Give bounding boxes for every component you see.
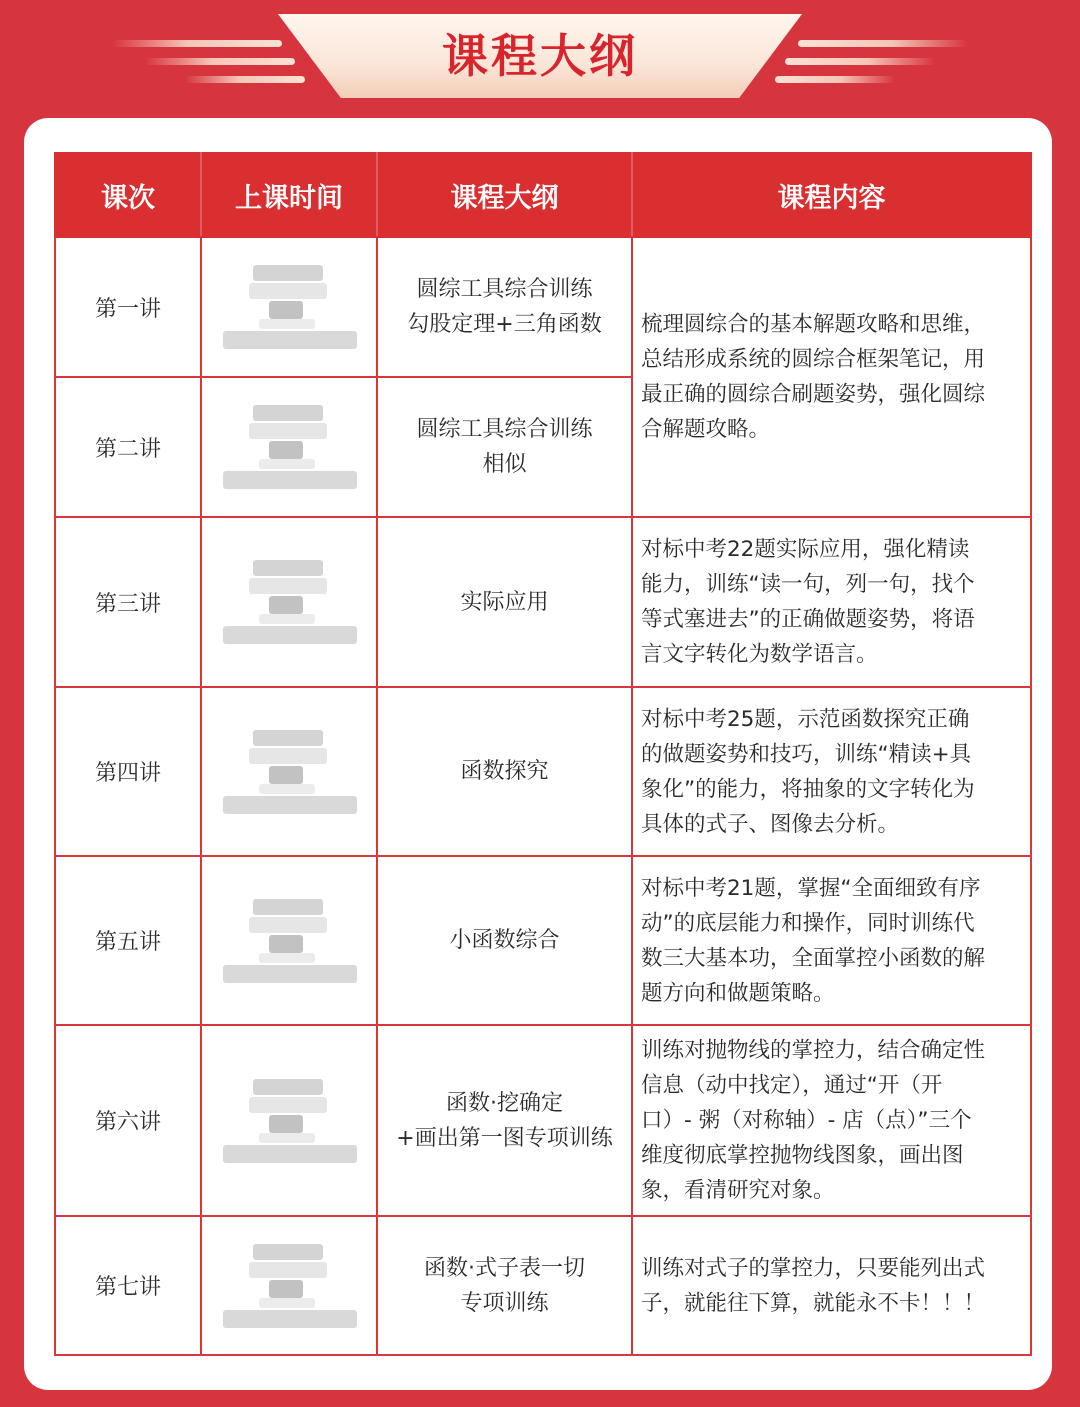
table-header-row (55, 153, 1031, 237)
table-row (55, 856, 1031, 1025)
header-course-content: 课程内容 (632, 153, 1031, 237)
lesson-cell: 第二讲 (55, 377, 201, 517)
lesson-cell: 第一讲 (55, 237, 201, 377)
outline-line: 函数·式子表一切 (424, 1255, 585, 1281)
outline-line: 相似 (482, 452, 527, 477)
outline-line: 勾股定理+三角函数 (407, 312, 602, 337)
content-line: 的做题姿势和技巧，训练“精读+具 (641, 741, 972, 767)
content-line: 训练对抛物线的掌控力，结合确定性 (641, 1038, 986, 1063)
content-line: 总结形成系统的圆综合框架笔记，用 (641, 347, 986, 372)
outline-cell (377, 856, 632, 1025)
outline-line: 专项训练 (460, 1290, 549, 1316)
lesson-cell: 第三讲 (55, 517, 201, 687)
outline-line: 圆综工具综合训练 (416, 417, 593, 442)
content-line: 最正确的圆综合刷题姿势，强化圆综 (641, 382, 986, 407)
blurred-time (219, 401, 359, 493)
header-lesson: 课次 (55, 153, 201, 237)
outline-cell (377, 237, 632, 377)
lesson-cell: 第六讲 (55, 1025, 201, 1216)
blurred-time (219, 261, 359, 353)
content-line: 能力，训练“读一句，列一句，找个 (641, 572, 975, 597)
outline-line: 小函数综合 (449, 928, 560, 953)
table-row (55, 687, 1031, 856)
banner-stripe-left-1 (112, 40, 282, 47)
table-row (55, 517, 1031, 687)
content-line: 信息（动中找定），通过“开（开 (641, 1073, 943, 1098)
blurred-time (219, 556, 359, 648)
content-line: 象，看清研究对象。 (641, 1178, 835, 1203)
content-line: 子，就能往下算，就能永不卡！！！ (641, 1290, 986, 1316)
outline-line: 函数探究 (460, 759, 549, 784)
class-time-cell (201, 687, 377, 856)
header-class-time: 上课时间 (201, 153, 377, 237)
lesson-cell: 第五讲 (55, 856, 201, 1025)
outline-cell (377, 687, 632, 856)
banner-stripe-right-2 (785, 58, 935, 65)
content-cell (632, 237, 1031, 517)
content-line: 梳理圆综合的基本解题攻略和思维， (641, 312, 986, 337)
class-time-cell (201, 237, 377, 377)
content-line: 维度彻底掌控抛物线图象，画出图 (641, 1143, 964, 1168)
header-course-outline: 课程大纲 (377, 153, 632, 237)
content-cell (632, 1216, 1031, 1355)
content-line: 言文字转化为数学语言。 (641, 642, 878, 667)
content-cell (632, 517, 1031, 687)
content-cell (632, 1025, 1031, 1216)
content-cell (632, 687, 1031, 856)
class-time-cell (201, 1216, 377, 1355)
outline-cell (377, 1025, 632, 1216)
banner-stripe-right-1 (798, 40, 968, 47)
content-line: 数三大基本功，全面掌控小函数的解 (641, 945, 986, 971)
class-time-cell (201, 856, 377, 1025)
blurred-time (219, 1075, 359, 1167)
course-outline-table (54, 152, 1032, 1356)
outline-line: 实际应用 (460, 589, 549, 615)
content-line: 动”的底层能力和操作，同时训练代 (641, 910, 975, 936)
table-row (55, 1025, 1031, 1216)
banner-stripe-left-2 (145, 58, 295, 65)
content-line: 象化”的能力，将抽象的文字转化为 (641, 776, 975, 802)
outline-line: 函数·挖确定 (446, 1090, 563, 1116)
page-title: 课程大纲 (442, 29, 638, 83)
lesson-cell: 第七讲 (55, 1216, 201, 1355)
lesson-cell: 第四讲 (55, 687, 201, 856)
class-time-cell (201, 377, 377, 517)
blurred-time (219, 726, 359, 818)
content-line: 对标中考22题实际应用，强化精读 (641, 537, 970, 562)
outline-line: 圆综工具综合训练 (416, 277, 593, 302)
header-banner (0, 0, 1080, 110)
content-line: 口）- 粥（对称轴）- 店（点）”三个 (641, 1108, 972, 1133)
outline-cell (377, 377, 632, 517)
blurred-time (219, 1240, 359, 1332)
class-time-cell (201, 517, 377, 687)
content-line: 等式塞进去”的正确做题姿势，将语 (641, 607, 975, 632)
content-line: 对标中考21题，掌握“全面细致有序 (641, 875, 981, 901)
class-time-cell (201, 1025, 377, 1216)
content-cell (632, 856, 1031, 1025)
content-line: 对标中考25题，示范函数探究正确 (641, 706, 970, 732)
outline-cell (377, 517, 632, 687)
blurred-time (219, 895, 359, 987)
table-row (55, 237, 1031, 377)
table-row (55, 1216, 1031, 1355)
outline-line: +画出第一图专项训练 (396, 1125, 613, 1151)
content-line: 训练对式子的掌控力，只要能列出式 (641, 1255, 986, 1281)
content-line: 具体的式子、图像去分析。 (641, 811, 900, 837)
content-line: 题方向和做题策略。 (641, 980, 835, 1006)
outline-cell (377, 1216, 632, 1355)
content-line: 合解题攻略。 (641, 417, 771, 442)
